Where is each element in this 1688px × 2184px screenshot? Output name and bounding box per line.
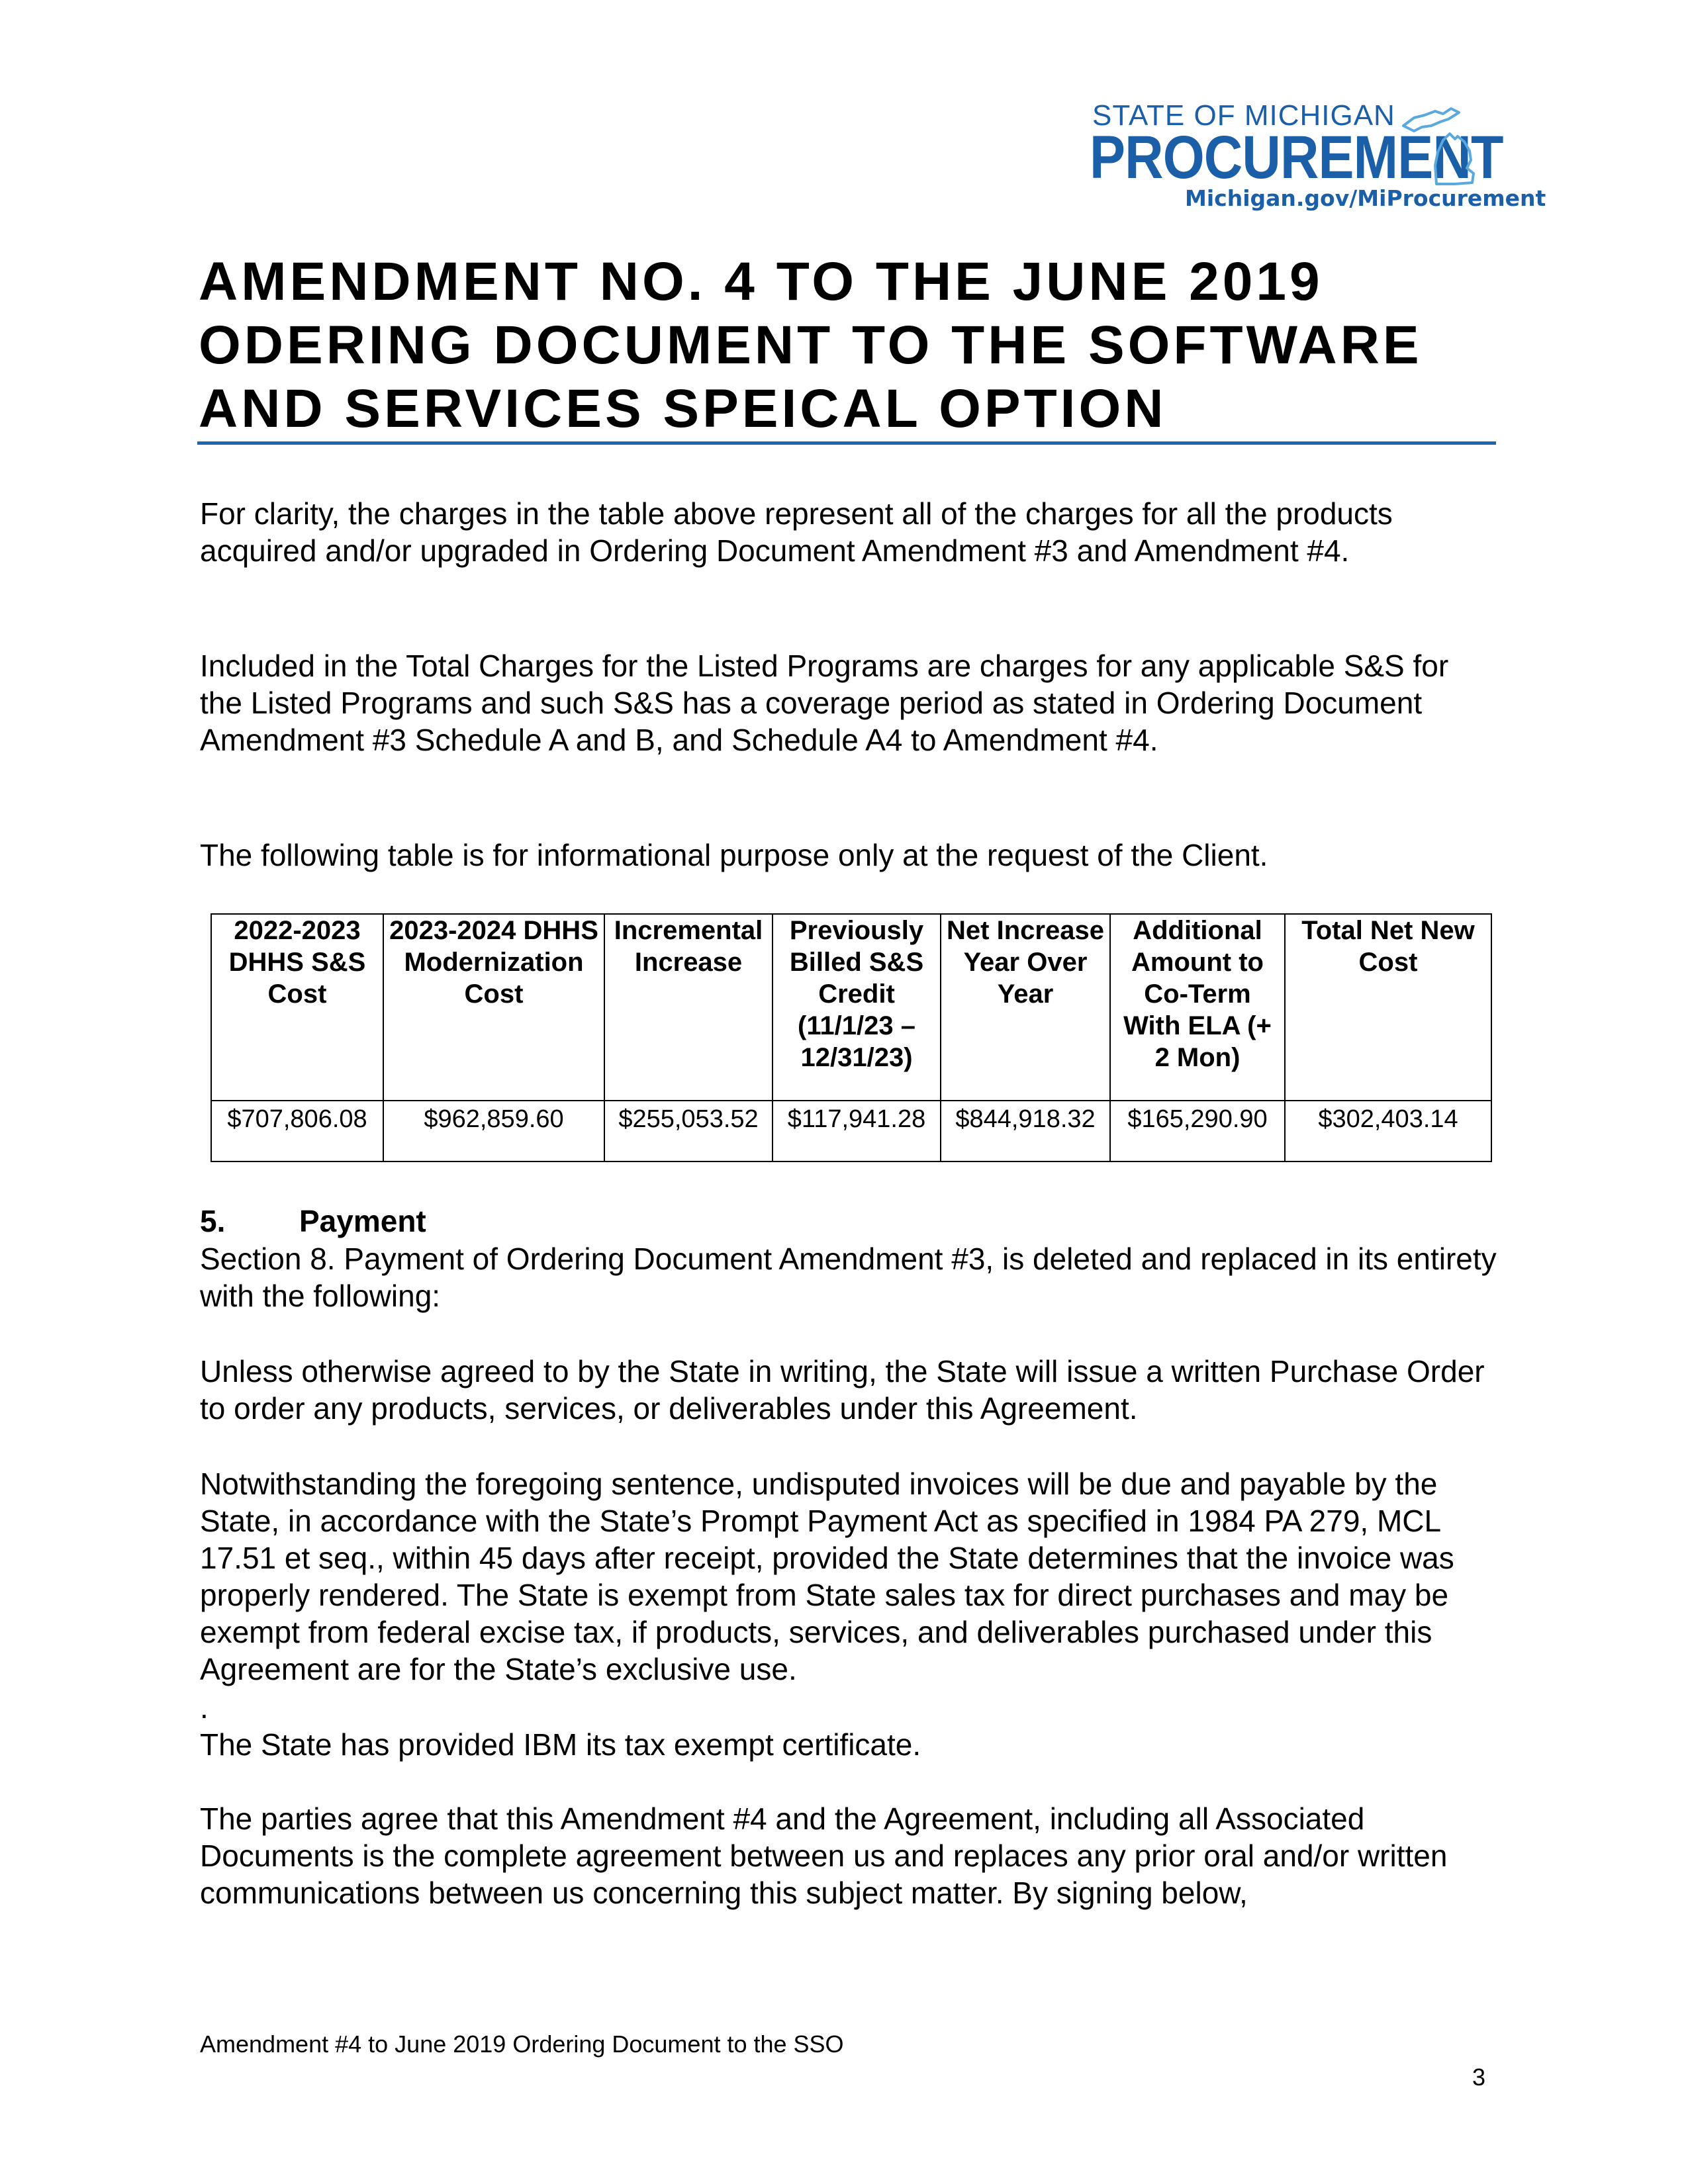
- section-paragraph-4: The State has provided IBM its tax exempt certificate.: [200, 1727, 921, 1762]
- page-footer: Amendment #4 to June 2019 Ordering Document to the SSO: [200, 2030, 844, 2058]
- table-header-cell: Previously Billed S&S Credit (11/1/23 – 12/31/23): [773, 914, 941, 1101]
- michigan-map-icon: [1402, 99, 1481, 189]
- informational-paragraph: The following table is for informational purpose only at the request of the Client.: [200, 838, 1268, 872]
- procurement-logo: [1086, 99, 1546, 215]
- document-title: [199, 250, 1496, 441]
- logo-url-text: Michigan.gov/MiProcurement: [1185, 185, 1546, 211]
- section-paragraph-3: Notwithstanding the foregoing sentence, undisputed invoices will be due and payable by the State, in accordance with the State’s Prompt Payment Act as specified in 1984 PA 279, MCL 17.51 et seq., within 45 days after receipt, provided the State determines that the invoice was properly rendered. The State is exempt from State sales tax for direct purchases and may be exempt from federal excise tax, if products, services, and deliverables purchased under this Agreement are for the State’s exclusive use.: [200, 1467, 1454, 1686]
- section-number: 5.: [200, 1204, 226, 1238]
- title-line-2: ODERING DOCUMENT TO THE SOFTWARE: [199, 315, 1423, 375]
- table-header-cell: 2022-2023 DHHS S&S Cost: [211, 914, 383, 1101]
- cost-table: [211, 913, 1492, 1162]
- logo-procurement-text: PROCUREMENT: [1090, 124, 1503, 191]
- title-line-1: AMENDMENT NO. 4 TO THE JUNE 2019: [199, 251, 1323, 312]
- section-paragraph-2: Unless otherwise agreed to by the State in writing, the State will issue a written Purchase Order to order any products, services, or deliverables under this Agreement.: [200, 1354, 1485, 1426]
- table-row: [211, 1101, 1491, 1161]
- table-header-cell: Total Net New Cost: [1285, 914, 1491, 1101]
- table-cell: $844,918.32: [941, 1101, 1110, 1161]
- table-header-cell: Additional Amount to Co-Term With ELA (+ 2 Mon): [1110, 914, 1285, 1101]
- table-header-cell: Incremental Increase: [604, 914, 773, 1101]
- title-line-3: AND SERVICES SPEICAL OPTION: [199, 379, 1167, 439]
- logo-state-text: STATE OF MICHIGAN: [1092, 99, 1395, 132]
- clarity-paragraph: For clarity, the charges in the table above represent all of the charges for all the products acquired and/or upgraded in Ordering Document Amendment #3 and Amendment #4.: [200, 496, 1393, 568]
- section-title: Payment: [299, 1204, 426, 1238]
- table-cell: $165,290.90: [1110, 1101, 1285, 1161]
- title-divider: [197, 441, 1496, 445]
- table-cell: $255,053.52: [604, 1101, 773, 1161]
- table-header-cell: Net Increase Year Over Year: [941, 914, 1110, 1101]
- table-cell: $707,806.08: [211, 1101, 383, 1161]
- page-number: 3: [1472, 2064, 1486, 2091]
- table-header-row: [211, 914, 1491, 1101]
- section-dot: .: [200, 1690, 209, 1725]
- included-paragraph: Included in the Total Charges for the Listed Programs are charges for any applicable S&S for the Listed Programs and such S&S has a coverage period as stated in Ordering Document Amendment #3 Schedule A and B, and Schedule A4 to Amendment #4.: [200, 649, 1449, 757]
- table-cell: $302,403.14: [1285, 1101, 1491, 1161]
- section-paragraph-1: Section 8. Payment of Ordering Document Amendment #3, is deleted and replaced in its entirety with the following:: [200, 1242, 1497, 1313]
- table-cell: $962,859.60: [383, 1101, 604, 1161]
- table-header-cell: 2023-2024 DHHS Modernization Cost: [383, 914, 604, 1101]
- section-paragraph-5: The parties agree that this Amendment #4 and the Agreement, including all Associated Documents is the complete agreement between us and replaces any prior oral and/or written communications between us concerning this subject matter. By signing below,: [200, 1801, 1448, 1910]
- table-cell: $117,941.28: [773, 1101, 941, 1161]
